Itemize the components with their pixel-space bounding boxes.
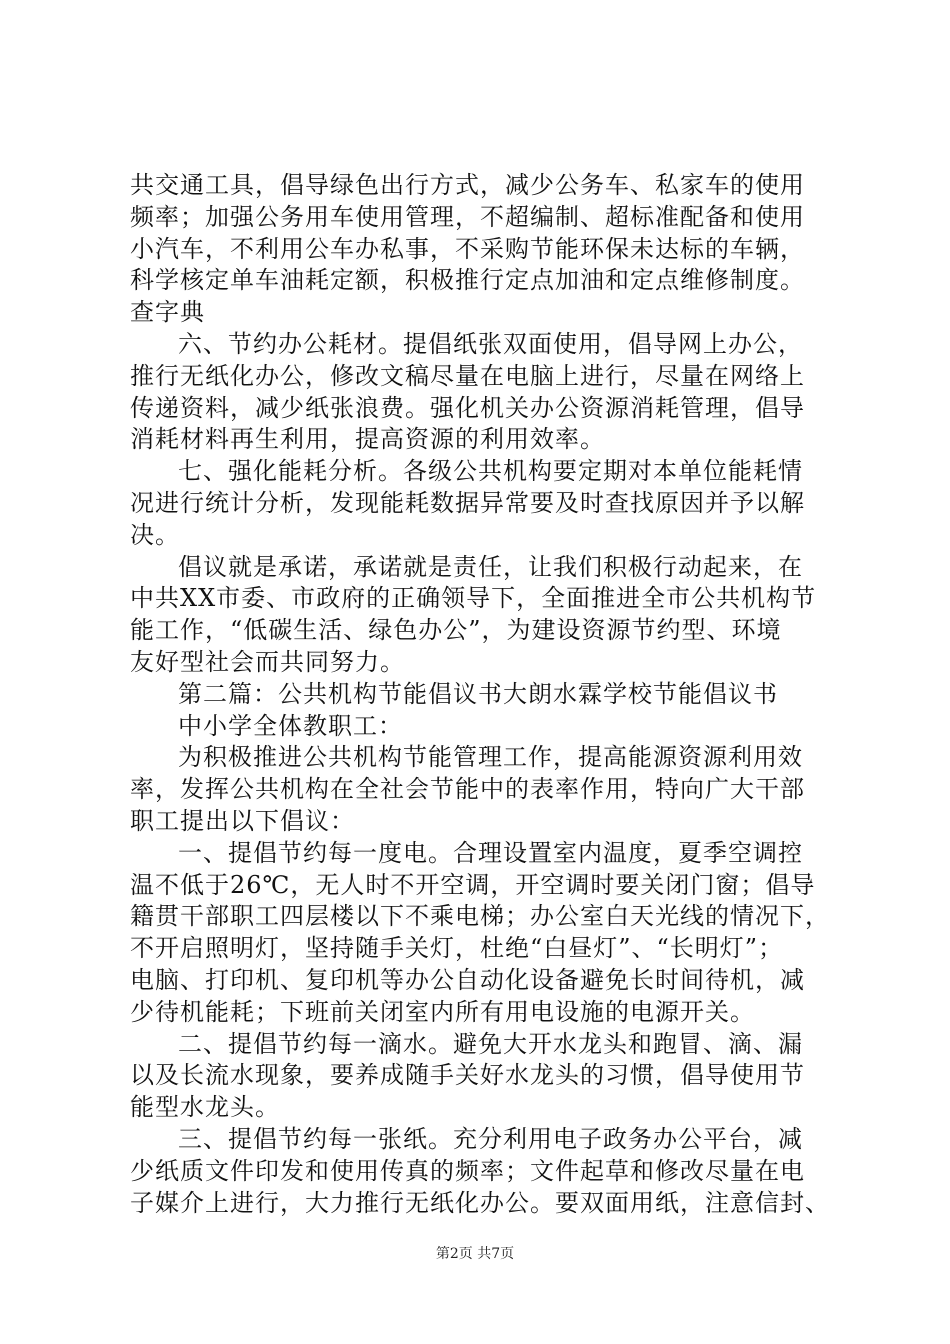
text-line: 温不低于26℃，无人时不开空调，开空调时要关闭门窗；倡导 bbox=[130, 870, 816, 899]
text-line: 友好型社会而共同努力。 bbox=[130, 647, 405, 676]
page-footer: 第2页 共7页 bbox=[435, 1246, 515, 1262]
text-line: 能型水龙头。 bbox=[130, 1093, 280, 1122]
text-line: 一、提倡节约每一度电。合理设置室内温度，夏季空调控 bbox=[178, 838, 803, 867]
text-line: 率，发挥公共机构在全社会节能中的表率作用，特向广大干部 bbox=[130, 775, 805, 804]
text-line: 第二篇：公共机构节能倡议书大朗水霖学校节能倡议书 bbox=[178, 679, 778, 708]
text-line: 况进行统计分析，发现能耗数据异常要及时查找原因并予以解 bbox=[130, 488, 805, 517]
text-line: 七、强化能耗分析。各级公共机构要定期对本单位能耗情 bbox=[178, 457, 803, 486]
text-line: 六、节约办公耗材。提倡纸张双面使用，倡导网上办公， bbox=[178, 329, 803, 358]
text-line: 职工提出以下倡议： bbox=[130, 806, 355, 835]
text-line: 籍贯干部职工四层楼以下不乘电梯；办公室白天光线的情况下， bbox=[130, 902, 830, 931]
text-line: 二、提倡节约每一滴水。避免大开水龙头和跑冒、滴、漏 bbox=[178, 1029, 803, 1058]
text-line: 以及长流水现象，要养成随手关好水龙头的习惯，倡导使用节 bbox=[130, 1061, 805, 1090]
text-line: 能工作，“低碳生活、绿色办公”，为建设资源节约型、环境 bbox=[130, 616, 782, 645]
text-line: 为积极推进公共机构节能管理工作，提高能源资源利用效 bbox=[178, 743, 803, 772]
text-line: 决。 bbox=[130, 520, 180, 549]
text-line: 倡议就是承诺，承诺就是责任，让我们积极行动起来，在 bbox=[178, 552, 803, 581]
text-line: 推行无纸化办公，修改文稿尽量在电脑上进行，尽量在网络上 bbox=[130, 361, 805, 390]
text-line: 少待机能耗；下班前关闭室内所有用电设施的电源开关。 bbox=[130, 997, 755, 1026]
text-line: 中小学全体教职工： bbox=[178, 711, 403, 740]
text-line: 小汽车，不利用公车办私事，不采购节能环保未达标的车辆， bbox=[130, 234, 805, 263]
text-line: 三、提倡节约每一张纸。充分利用电子政务办公平台，减 bbox=[178, 1124, 803, 1153]
text-line: 科学核定单车油耗定额，积极推行定点加油和定点维修制度。 bbox=[130, 266, 805, 295]
text-line: 共交通工具，倡导绿色出行方式，减少公务车、私家车的使用 bbox=[130, 171, 805, 199]
text-line: 中共XX市委、市政府的正确领导下，全面推进全市公共机构节 bbox=[130, 584, 817, 613]
text-line: 传递资料，减少纸张浪费。强化机关办公资源消耗管理，倡导 bbox=[130, 393, 805, 422]
text-line: 不开启照明灯，坚持随手关灯，杜绝“白昼灯”、“长明灯”； bbox=[130, 934, 784, 963]
text-line: 电脑、打印机、复印机等办公自动化设备避免长时间待机，减 bbox=[130, 965, 805, 994]
document-body bbox=[130, 170, 830, 1219]
text-line: 消耗材料再生利用，提高资源的利用效率。 bbox=[130, 425, 605, 454]
text-line: 查字典 bbox=[130, 298, 205, 327]
text-line: 少纸质文件印发和使用传真的频率；文件起草和修改尽量在电 bbox=[130, 1156, 805, 1185]
text-line: 子媒介上进行，大力推行无纸化办公。要双面用纸，注意信封、 bbox=[130, 1188, 830, 1217]
text-line: 频率；加强公务用车使用管理，不超编制、超标准配备和使用 bbox=[130, 202, 805, 231]
